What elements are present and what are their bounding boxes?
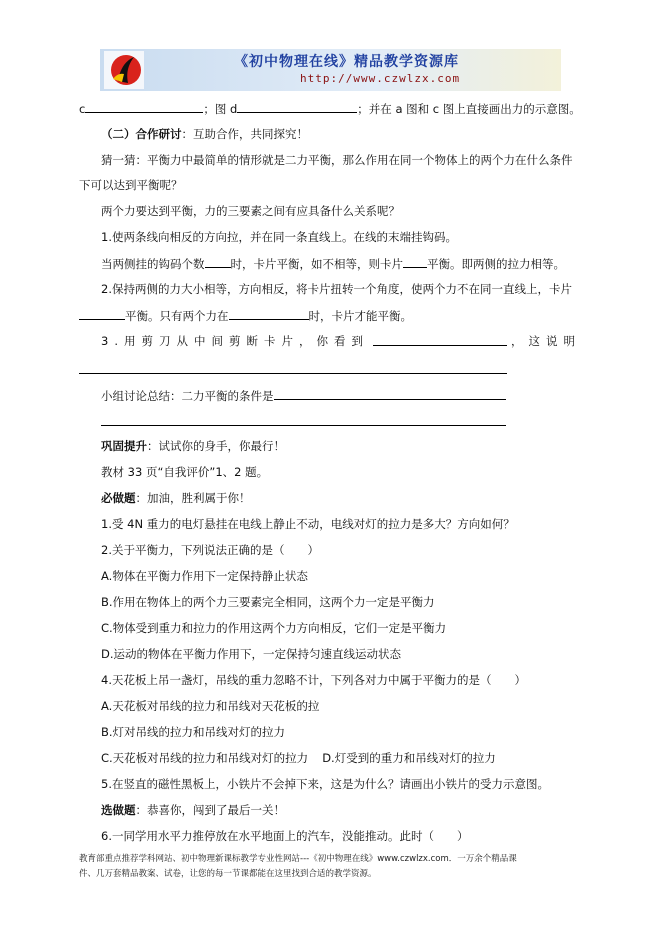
question-4-option-d: D.灯受到的重力和吊线对灯的拉力: [322, 751, 496, 765]
step-1-result: [101, 255, 565, 272]
question-2-option-b: B.作用在物体上的两个力三要素完全相同，这两个力一定是平衡力: [101, 595, 435, 609]
blank-step-2[interactable]: [79, 307, 125, 320]
site-logo-icon: [104, 51, 144, 89]
blank-observe[interactable]: [373, 333, 507, 346]
consolidation-heading: [101, 438, 285, 454]
section-2-heading: [101, 126, 308, 142]
textbook-reference: 教材 33 页“自我评价”1、2 题。: [101, 465, 269, 479]
blank-balance-condition[interactable]: [274, 387, 506, 400]
must-do-text: ：加油，胜利属于你！: [135, 491, 251, 505]
draw-instruction: ；并在 a 图和 c 图上直接画出力的示意图。: [357, 102, 581, 116]
banner-title: 《初中物理在线》精品教学资源库: [234, 54, 459, 70]
question-4-options-cd: [101, 750, 496, 766]
question-4-option-c: C.天花板对吊线的拉力和吊线对灯的拉力: [101, 751, 309, 765]
group-summary-text: 小组讨论总结：二力平衡的条件是: [101, 389, 274, 403]
consolidation-text: ：试试你的身手，你最行！: [147, 439, 285, 453]
must-do-heading: [101, 490, 251, 506]
step-2-result: [79, 307, 412, 324]
guess-line-2: 下可以达到平衡呢？: [79, 178, 183, 192]
step-1-result-a: 当两侧挂的钩码个数: [101, 257, 205, 271]
blank-fig-d[interactable]: [237, 100, 357, 113]
step-1: 1.使两条线向相反的方向拉，并在同一条直线上。在线的末端挂钩码。: [101, 230, 457, 244]
question-4: 4.天花板上吊一盏灯，吊线的重力忽略不计，下列各对力中属于平衡力的是（ ）: [101, 673, 526, 687]
optional-title: 选做题: [101, 803, 136, 817]
blank-same-line[interactable]: [229, 307, 309, 320]
section-2-title: （二）合作研讨: [101, 127, 182, 141]
three-elements-question: 两个力要达到平衡，力的三要素之间有应具备什么关系呢？: [101, 204, 400, 218]
step-1-result-b: 时，卡片平衡，如不相等，则卡片: [230, 257, 403, 271]
question-4-option-b: B.灯对吊线的拉力和吊线对灯的拉力: [101, 725, 286, 739]
question-2-option-c: C.物体受到重力和拉力的作用这两个力方向相反，它们一定是平衡力: [101, 621, 447, 635]
fig-d-label: ；图 d: [203, 102, 238, 116]
banner-url[interactable]: http://www.czwlzx.com: [300, 72, 461, 85]
answer-line-step-3[interactable]: [79, 373, 507, 374]
fig-c-label: c: [79, 102, 86, 116]
step-2-result-a: 平衡。只有两个力在: [125, 309, 229, 323]
consolidation-title: 巩固提升: [101, 439, 147, 453]
footer-line-2: 件、几万套精品教案、试卷，让您的每一节课都能在这里找到合适的教学资源。: [79, 869, 377, 879]
step-3-a: 3.用剪刀从中间剪断卡片，你看到: [101, 334, 369, 348]
question-2-option-d: D.运动的物体在平衡力作用下，一定保持匀速直线运动状态: [101, 647, 402, 661]
optional-text: ：恭喜你，闯到了最后一关！: [135, 803, 285, 817]
text-line-1: [79, 100, 581, 117]
optional-heading: [101, 802, 285, 818]
answer-line-summary[interactable]: [101, 425, 506, 426]
question-1: 1.受 4N 重力的电灯悬挂在电线上静止不动，电线对灯的拉力是多大？方向如何？: [101, 517, 515, 531]
question-5: 5.在竖直的磁性黑板上，小铁片不会掉下来，这是为什么？请画出小铁片的受力示意图。: [101, 777, 549, 791]
guess-line-1: 猜一猜：平衡力中最简单的情形就是二力平衡，那么作用在同一个物体上的两个力在什么条件: [101, 153, 573, 167]
question-4-option-a: A.天花板对吊线的拉力和吊线对天花板的拉: [101, 699, 320, 713]
step-2-result-b: 时，卡片才能平衡。: [308, 309, 412, 323]
group-summary: [101, 387, 506, 404]
step-1-result-c: 平衡。即两侧的拉力相等。: [427, 257, 565, 271]
section-2-text: ：互助合作，共同探究！: [181, 127, 308, 141]
blank-count-equal[interactable]: [205, 255, 231, 268]
step-3: [101, 333, 581, 349]
blank-fig-c[interactable]: [85, 100, 203, 113]
footer-line-1: 教育部重点推荐学科网站、初中物理新课标教学专业性网站---《初中物理在线》www.czwlzx.com．一万余个精品课: [79, 854, 517, 864]
step-3-b: ，这说明: [510, 334, 581, 348]
question-2: 2.关于平衡力，下列说法正确的是（ ）: [101, 543, 319, 557]
question-6: 6.一同学用水平力推停放在水平地面上的汽车，没能推动。此时（ ）: [101, 829, 469, 843]
header-banner: [100, 49, 561, 91]
must-do-title: 必做题: [101, 491, 136, 505]
blank-card-balance[interactable]: [403, 255, 427, 268]
question-2-option-a: A.物体在平衡力作用下一定保持静止状态: [101, 569, 308, 583]
step-2: 2.保持两侧的力大小相等，方向相反，将卡片扭转一个角度，使两个力不在同一直线上，卡片: [101, 282, 572, 296]
